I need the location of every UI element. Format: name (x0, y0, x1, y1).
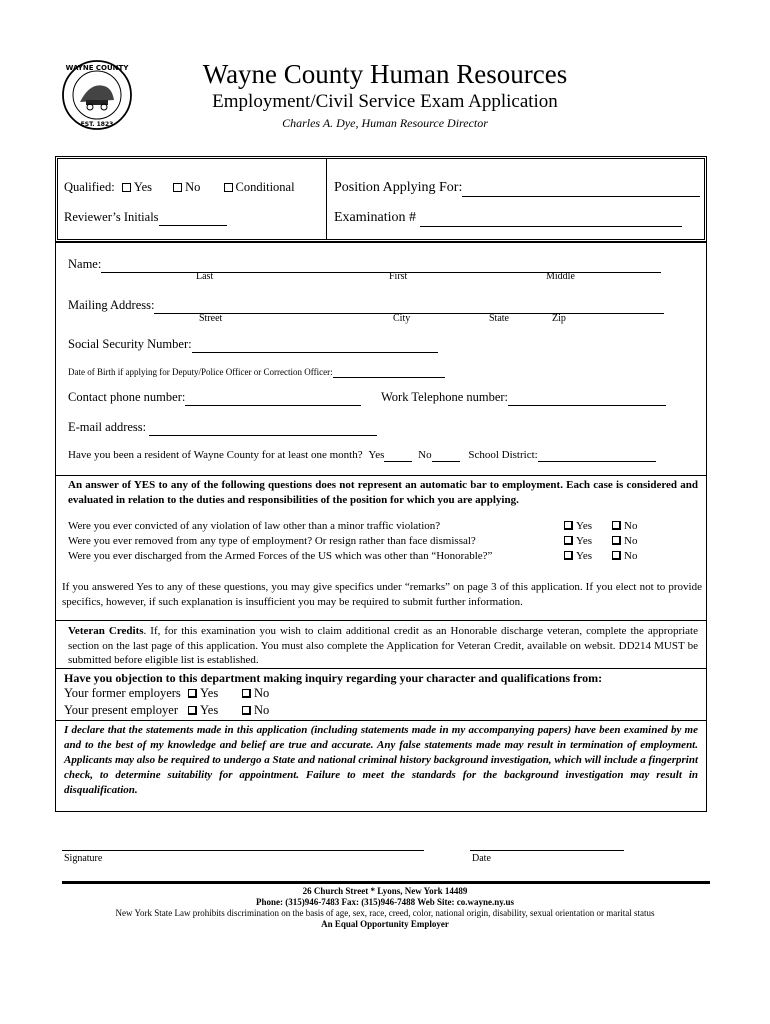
question-text-2: Were you ever removed from any type of employment? Or resign rather than face dismissal? (68, 535, 476, 547)
addr-zip-caption: Zip (552, 313, 566, 324)
email-label: E-mail address: (68, 420, 147, 434)
addr-city-caption: City (393, 313, 411, 324)
question-2-no-checkbox[interactable]: No (612, 534, 637, 549)
footer-eoe: An Equal Opportunity Employer (321, 919, 449, 929)
work-phone-label: Work Telephone number: (381, 390, 509, 404)
work-phone-field[interactable] (508, 390, 666, 406)
mailing-field[interactable] (154, 298, 664, 314)
resident-question: Have you been a resident of Wayne County for at least one month? (68, 449, 363, 461)
page-title: Wayne County Human Resources (202, 59, 568, 89)
footer (40, 886, 730, 930)
dob-label: Date of Birth if applying for Deputy/Police Officer or Correction Officer: (68, 367, 333, 377)
date-line[interactable] (470, 850, 624, 851)
question-text-3: Were you ever discharged from the Armed Forces of the US which was other than “Honorable?” (68, 550, 493, 562)
school-district-field[interactable] (538, 449, 656, 462)
ssn-field[interactable] (192, 337, 438, 353)
email-field[interactable] (149, 420, 377, 436)
declaration-text: I declare that the statements made in this application (including statements made in my accompanying papers) have been examined by me and to the best of my knowledge and belief are true and accurate. Any false statements made may result in termination of employment. Applicants may also be required to undergo a State and national criminal history background investigation, which will include a fingerprint check, to determine suitability for appointment. Failure to meet the standards for the background investigation may result in disqualification. (64, 724, 698, 796)
questions-intro: An answer of YES to any of the following questions does not represent an automatic bar to employment. Each case is considered and evaluated in relation to the duties and responsibilities of the position for which you are applying. (68, 479, 698, 506)
footer-address: 26 Church Street * Lyons, New York 14489 (302, 886, 468, 896)
veteran-credits-text: . If, for this examination you wish to claim additional credit as an Honorable discharge veteran, complete the appropriate section on the last page of this application. You must also complete the Application for Veteran Credit, available on websit. DD214 MUST be submitted before eligible list is established. (68, 625, 698, 666)
inquiry-former-label: Your former employers (64, 686, 181, 700)
director-name: Charles A. Dye, Human Resource Director (282, 116, 488, 130)
name-middle-caption: Middle (546, 271, 575, 282)
svg-text:EST. 1823: EST. 1823 (80, 121, 114, 128)
name-last-caption: Last (196, 271, 214, 282)
question-3-yes-checkbox[interactable]: Yes (564, 549, 592, 564)
qualified-row (64, 180, 295, 195)
questions-list (68, 519, 708, 564)
inquiry-present-label: Your present employer (64, 703, 178, 717)
qualified-label: Qualified: (64, 180, 115, 194)
question-2-yes-checkbox[interactable]: Yes (564, 534, 592, 549)
reviewer-initials-label: Reviewer’s Initials (64, 210, 159, 224)
inquiry-title: Have you objection to this department making inquiry regarding your character and qualifications from: (64, 671, 603, 685)
qualified-yes-checkbox[interactable]: Yes (122, 180, 152, 194)
name-first-caption: First (389, 271, 408, 282)
reviewer-initials-field[interactable] (159, 210, 227, 226)
resident-yes-label: Yes (368, 449, 385, 461)
question-row-2 (68, 534, 708, 549)
name-label: Name: (68, 257, 102, 271)
question-text-1: Were you ever convicted of any violation of law other than a minor traffic violation? (68, 520, 441, 532)
dob-field[interactable] (333, 367, 445, 378)
veteran-credits-label: Veteran Credits (68, 625, 144, 637)
question-row-3 (68, 549, 708, 564)
qualified-conditional-checkbox[interactable]: Conditional (224, 180, 295, 194)
signature-line[interactable] (62, 850, 424, 851)
footer-phone: Phone: (315)946-7483 Fax: (315)946-7488 Web Site: co.wayne.ny.us (255, 897, 515, 907)
resident-no-field[interactable] (432, 449, 460, 462)
footer-law: New York State Law prohibits discrimination on the basis of age, sex, race, creed, color, national origin, disability, sexual orientation or marital status (115, 908, 655, 918)
page-subtitle: Employment/Civil Service Exam Application (212, 91, 558, 112)
ssn-label: Social Security Number: (68, 337, 192, 351)
veteran-credits (68, 624, 698, 668)
question-3-no-checkbox[interactable]: No (612, 549, 637, 564)
question-1-no-checkbox[interactable]: No (612, 519, 637, 534)
resident-no-label: No (418, 449, 432, 461)
footer-divider (62, 881, 710, 884)
question-row-1 (68, 519, 708, 534)
svg-text:WAYNE COUNTY: WAYNE COUNTY (65, 64, 129, 72)
mailing-label: Mailing Address: (68, 298, 155, 312)
name-field[interactable] (101, 257, 661, 273)
remarks-note: If you answered Yes to any of these questions, you may give specifics under “remarks” on page 3 of this application. If you elect not to provide specifics, however, if such explanation is insufficient you may be required to submit further information. (62, 581, 702, 608)
former-no-checkbox[interactable]: No (242, 686, 269, 701)
date-label: Date (472, 853, 491, 864)
county-seal-icon (60, 58, 134, 132)
position-label: Position Applying For: (334, 180, 463, 195)
contact-phone-label: Contact phone number: (68, 390, 186, 404)
qualified-no-checkbox[interactable]: No (173, 180, 200, 194)
contact-phone-field[interactable] (185, 390, 361, 406)
present-no-checkbox[interactable]: No (242, 703, 269, 718)
question-1-yes-checkbox[interactable]: Yes (564, 519, 592, 534)
examination-field[interactable] (420, 210, 682, 227)
addr-street-caption: Street (199, 313, 223, 324)
present-yes-checkbox[interactable]: Yes (188, 703, 218, 718)
addr-state-caption: State (489, 313, 509, 324)
signature-label: Signature (64, 853, 103, 864)
school-district-label: School District: (468, 449, 538, 461)
resident-yes-field[interactable] (384, 449, 412, 462)
former-yes-checkbox[interactable]: Yes (188, 686, 218, 701)
position-field[interactable] (462, 180, 700, 197)
examination-label: Examination # (334, 210, 417, 225)
